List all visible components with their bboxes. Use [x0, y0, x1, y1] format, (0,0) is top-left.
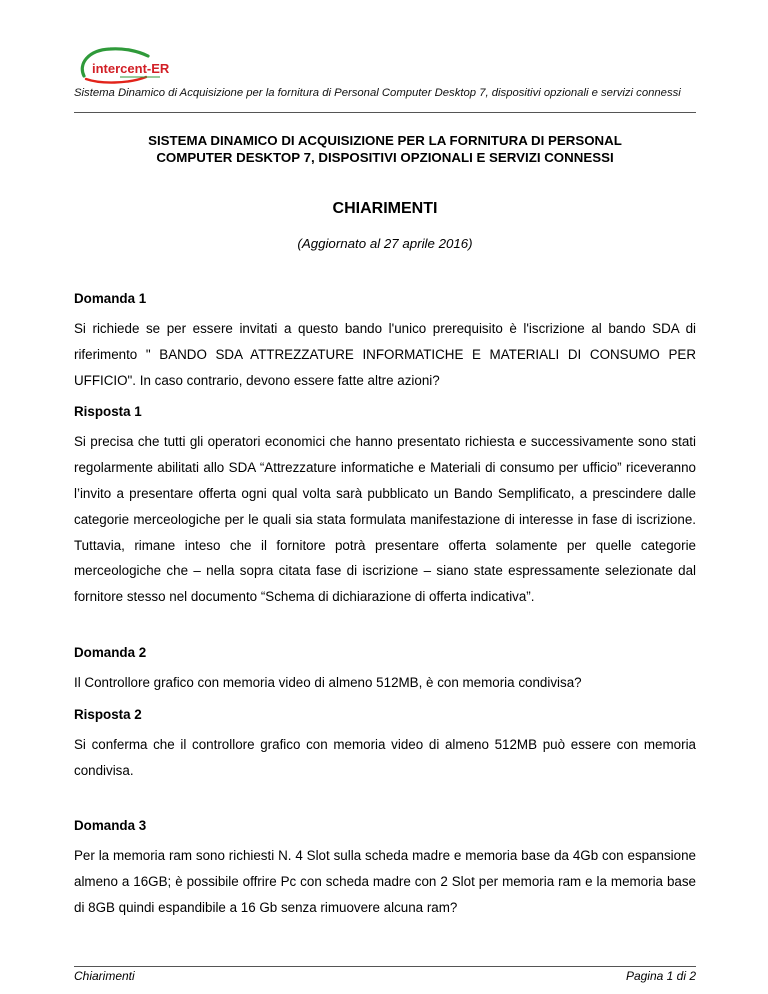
answer-text: Si conferma che il controllore grafico con memoria video di almeno 512MB può essere con memoria condivisa. [74, 736, 696, 778]
document-title-line-1: SISTEMA DINAMICO DI ACQUISIZIONE PER LA FORNITURA DI PERSONAL [148, 133, 622, 148]
update-date: (Aggiornato al 27 aprile 2016) [297, 236, 473, 251]
intercent-er-logo [76, 44, 172, 86]
answer-text: Si precisa che tutti gli operatori economici che hanno presentato richiesta e successivamente sono stati regolarmente abilitati allo SDA “Attrezzature informatiche e Materiali di consumo per ufficio” riceveranno l’invito a presentare offerta ogni qual volta sarà pubblicato un Bando Semplificato, a prescindere dalle categorie merceologiche per le quali sia stata formulata manifestazione di interesse in fase di iscrizione. Tuttavia, rimane inteso che il fornitore potrà presentare offerta solamente per quelle categorie merceologiche che – nella sopra citata fase di iscrizione – siano state espressamente selezionate dal fornitore stesso nel documento “Schema di dichiarazione di offerta indicativa”. [74, 434, 696, 605]
question-label: Domanda 2 [74, 644, 147, 660]
question-text: Si richiede se per essere invitati a questo bando l'unico prerequisito è l'iscrizione al bando SDA di riferimento " BANDO SDA ATTREZZATURE INFORMATICHE E MATERIALI DI CONSUMO PER UFFICIO". In caso contrario, devono essere fatte altre azioni? [74, 321, 696, 388]
page-number: Pagina 1 di 2 [625, 969, 696, 983]
document-title [74, 132, 696, 166]
question-text: Il Controllore grafico con memoria video di almeno 512MB, è con memoria condivisa? [74, 674, 582, 690]
svg-text:intercent-ER: intercent-ER [92, 61, 170, 76]
section-title: CHIARIMENTI [332, 200, 438, 217]
document-title-line-2: COMPUTER DESKTOP 7, DISPOSITIVI OPZIONALI E SERVIZI CONNESSI [156, 150, 614, 165]
qa-list [74, 290, 696, 921]
question-label: Domanda 3 [74, 818, 147, 834]
answer-label: Risposta 1 [74, 404, 142, 420]
footer-divider [74, 966, 696, 967]
document-page [74, 0, 696, 994]
running-header: Sistema Dinamico di Acquisizione per la fornitura di Personal Computer Desktop 7, dispositivi opzionali e servizi connessi [74, 87, 681, 99]
footer-section-name: Chiarimenti [74, 969, 135, 983]
question-text: Per la memoria ram sono richiesti N. 4 Slot sulla scheda madre e memoria base da 4Gb con espansione almeno a 16GB; è possibile offrire Pc con scheda madre con 2 Slot per memoria ram e la memoria base di 8GB quindi espandibile a 16 Gb senza rimuovere alcuna ram? [74, 848, 696, 915]
header-divider [74, 112, 696, 113]
answer-label: Risposta 2 [74, 706, 142, 722]
question-label: Domanda 1 [74, 291, 147, 306]
